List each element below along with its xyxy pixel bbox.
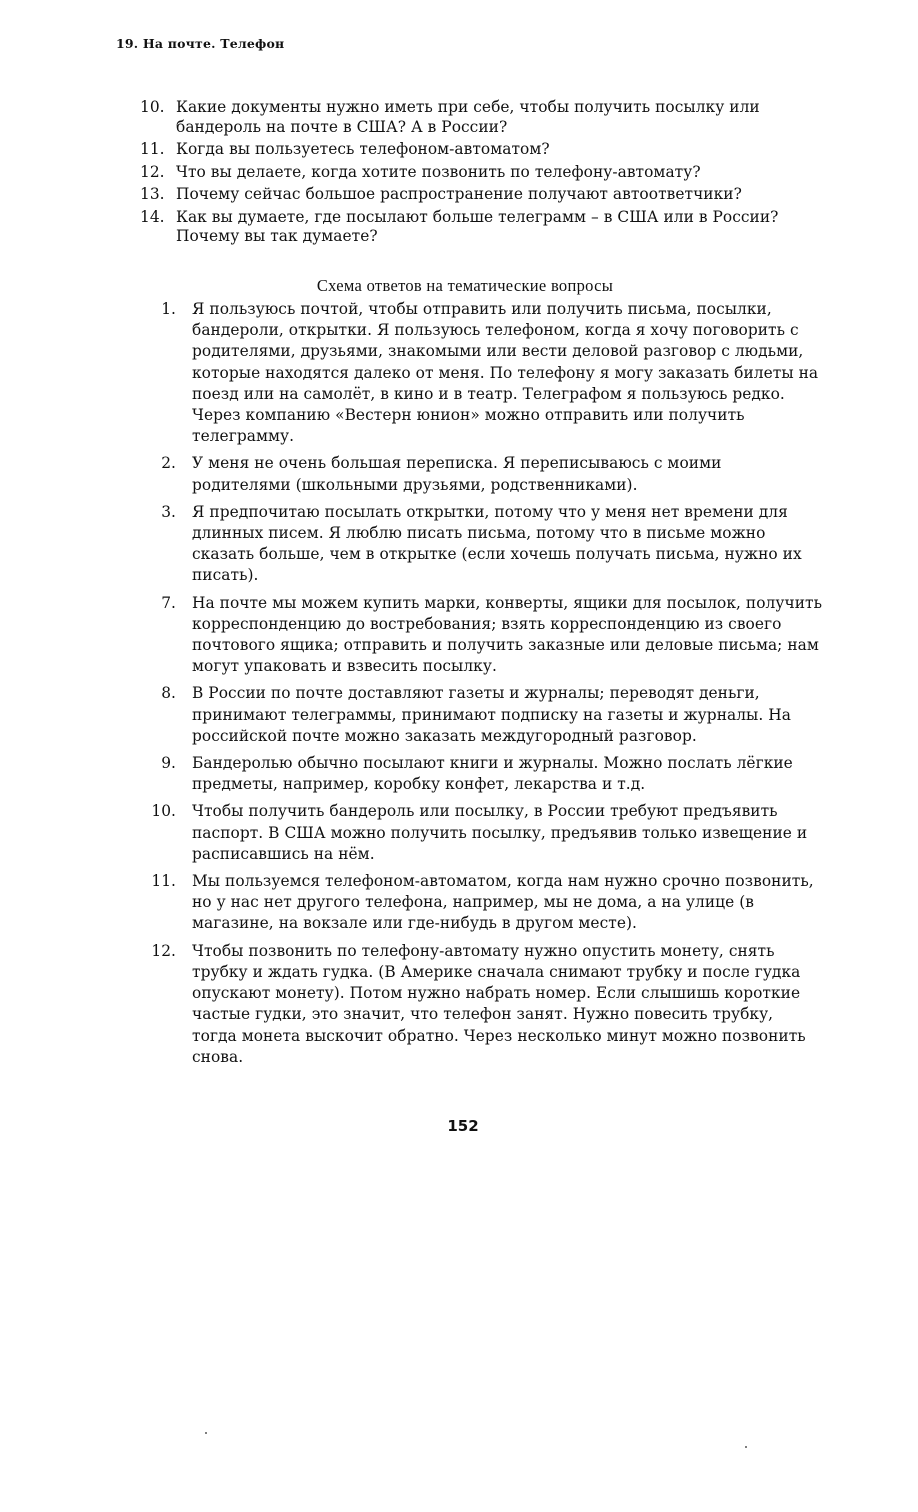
answer-number: 9. [161,754,176,773]
answer-number: 11. [151,872,176,891]
question-text: Что вы делаете, когда хотите позвонить по телефону-автомату? [176,162,701,181]
answer-item [150,453,822,495]
running-head: 19. На почте. Телефон [116,36,285,51]
answer-item [150,753,822,795]
question-text: Когда вы пользуетесь телефоном-автоматом? [176,140,550,158]
question-item [140,185,830,205]
answers-list [150,299,822,1074]
question-number: 11. [140,140,165,158]
answer-text: На почте мы можем купить марки, конверты, ящики для посылок, получить корреспонденцию до востребования; взять корреспонденцию из своего почтового ящика; отправить и получить заказные или деловые письма; нам могут упаковать и взвесить посылку. [192,593,823,676]
answer-item [150,593,822,678]
page-number: 152 [447,1117,479,1135]
question-item [140,98,830,137]
scan-speck [745,1446,747,1448]
question-item [140,163,830,183]
answer-text: Чтобы позвонить по телефону-автомату нужно опустить монету, снять трубку и ждать гудка. (В Америке сначала снимают трубку и после гудка опускают монету). Потом нужно набрать номер. Если слышишь короткие частые гудки, это значит, что телефон занят. Нужно повесить трубку, тогда монета выскочит обратно. Через несколько минут можно позвонить снова. [192,941,806,1066]
answer-text: Бандеролью обычно посылают книги и журналы. Можно послать лёгкие предметы, например, коробку конфет, лекарства и т.д. [192,754,793,794]
answer-item [150,801,822,865]
answers-section-title: Схема ответов на тематические вопросы [316,276,614,295]
answer-text: Я пользуюсь почтой, чтобы отправить или получить письма, посылки, бандероли, открытки. Я пользуюсь телефоном, когда я хочу поговорить с родителями, друзьями, знакомыми или вести деловой разговор с людьми, которые находятся далеко от меня. По телефону я могу заказать билеты на поезд или на самолёт, в кино и в театр. Телеграфом я пользуюсь редко. Через компанию «Вестерн юнион» можно отправить или получить телеграмму. [192,300,819,446]
answer-text: Я предпочитаю посылать открытки, потому что у меня нет времени для длинных писем. Я люблю писать письма, потому что в письме можно сказать больше, чем в открытке (если хочешь получать письма, нужно их писать). [192,502,802,585]
questions-list [140,98,830,250]
answer-number: 12. [151,941,176,960]
answer-number: 7. [161,593,176,612]
answer-number: 10. [151,802,176,821]
answer-item [150,299,822,447]
answer-number: 8. [161,684,176,703]
question-number: 12. [140,162,165,181]
answer-text: В России по почте доставляют газеты и журналы; переводят деньги, принимают телеграммы, принимают подписку на газеты и журналы. На российской почте можно заказать междугородный разговор. [192,684,791,745]
question-text: Какие документы нужно иметь при себе, чтобы получить посылку или бандероль на почте в США? А в России? [176,98,760,136]
answer-text: У меня не очень большая переписка. Я переписываюсь с моими родителями (школьными друзьями, родственниками). [192,454,722,494]
answer-number: 1. [161,300,176,318]
answer-item [150,502,822,587]
question-item [140,140,830,160]
question-number: 10. [140,98,165,116]
answer-item [150,683,822,747]
answer-text: Мы пользуемся телефоном-автоматом, когда нам нужно срочно позвонить, но у нас нет другого телефона, например, мы не дома, а на улице (в магазине, на вокзале или где-нибудь в другом месте). [192,872,814,933]
question-number: 14. [140,207,165,226]
question-item [140,208,830,247]
question-number: 13. [140,185,165,203]
answer-item [150,941,822,1068]
answer-text: Чтобы получить бандероль или посылку, в России требуют предъявить паспорт. В США можно получить посылку, предъявив только извещение и расписавшись на нём. [192,802,808,863]
answer-number: 2. [161,454,176,473]
scan-speck [205,1432,207,1434]
answer-item [150,871,822,935]
answer-number: 3. [161,502,176,521]
question-text: Почему сейчас большое распространение получают автоответчики? [176,185,742,203]
question-text: Как вы думаете, где посылают больше телеграмм – в США или в России? Почему вы так думаете? [176,207,779,245]
